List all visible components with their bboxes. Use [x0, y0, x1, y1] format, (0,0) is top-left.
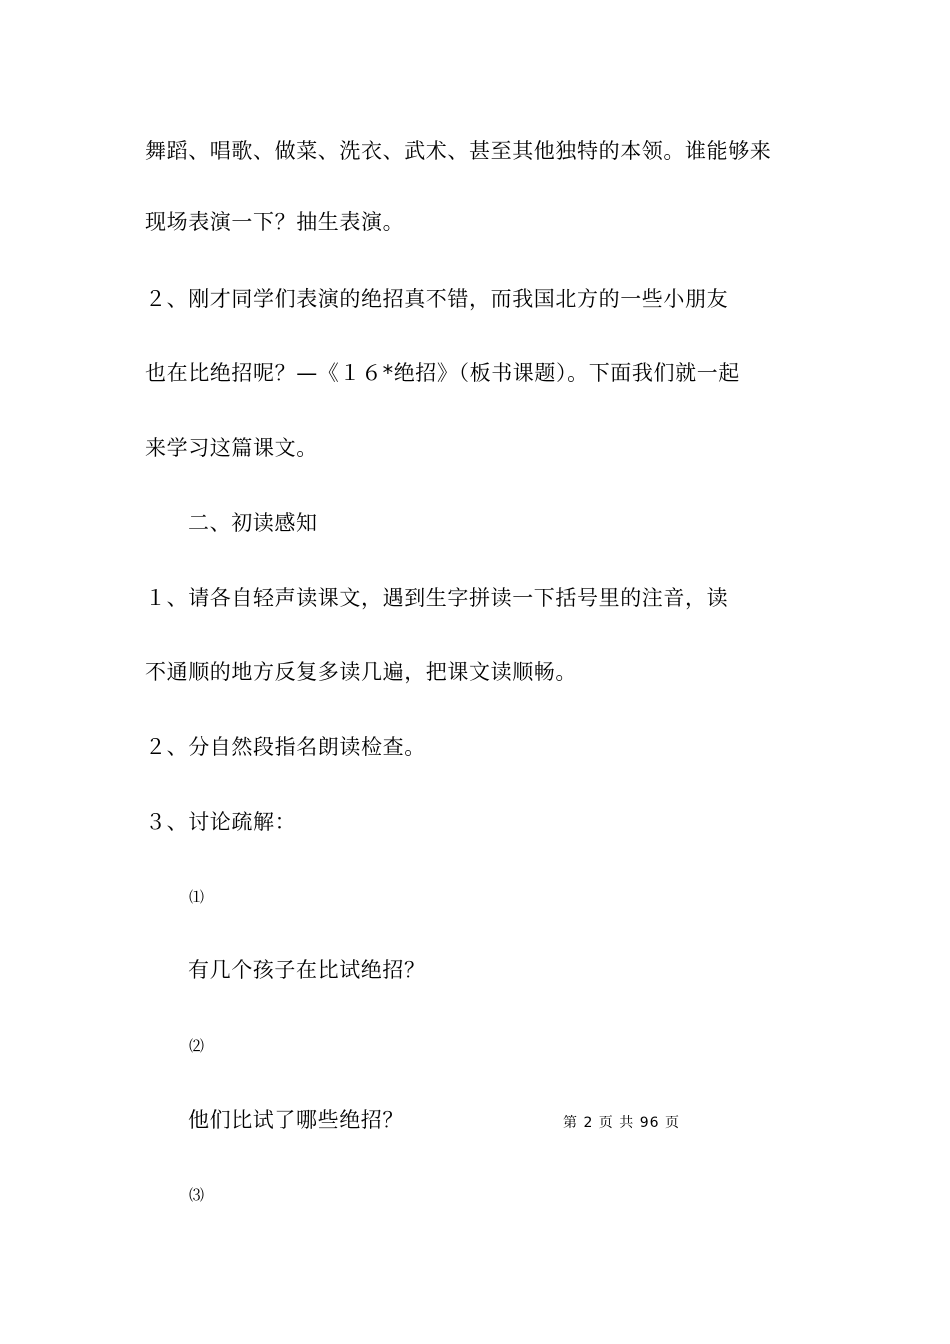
text-line: ２、分自然段指名朗读检查。	[145, 735, 426, 759]
list-marker: ⑴	[189, 888, 205, 906]
text-line: 不通顺的地方反复多读几遍，把课文读顺畅。	[145, 660, 577, 684]
list-marker: ⑵	[189, 1037, 205, 1055]
text-line: 也在比绝招呢？—《１６*绝招》（板书课题）。下面我们就一起	[145, 361, 740, 385]
list-marker: ⑶	[189, 1186, 205, 1204]
text-line: 舞蹈、唱歌、做菜、洗衣、武术、甚至其他独特的本领。谁能够来	[145, 139, 772, 163]
section-heading: 二、初读感知	[188, 511, 318, 535]
text-line: 现场表演一下？抽生表演。	[145, 210, 405, 234]
text-line: ３、讨论疏解：	[145, 810, 297, 834]
text-line: ２、刚才同学们表演的绝招真不错，而我国北方的一些小朋友	[145, 287, 729, 311]
question-line: 有几个孩子在比试绝招？	[188, 958, 426, 982]
page-number-footer: 第 2 页 共 96 页	[563, 1115, 680, 1131]
text-line: １、请各自轻声读课文，遇到生字拼读一下括号里的注音，读	[145, 586, 729, 610]
question-line: 他们比试了哪些绝招？	[188, 1108, 404, 1132]
text-line: 来学习这篇课文。	[145, 436, 318, 460]
